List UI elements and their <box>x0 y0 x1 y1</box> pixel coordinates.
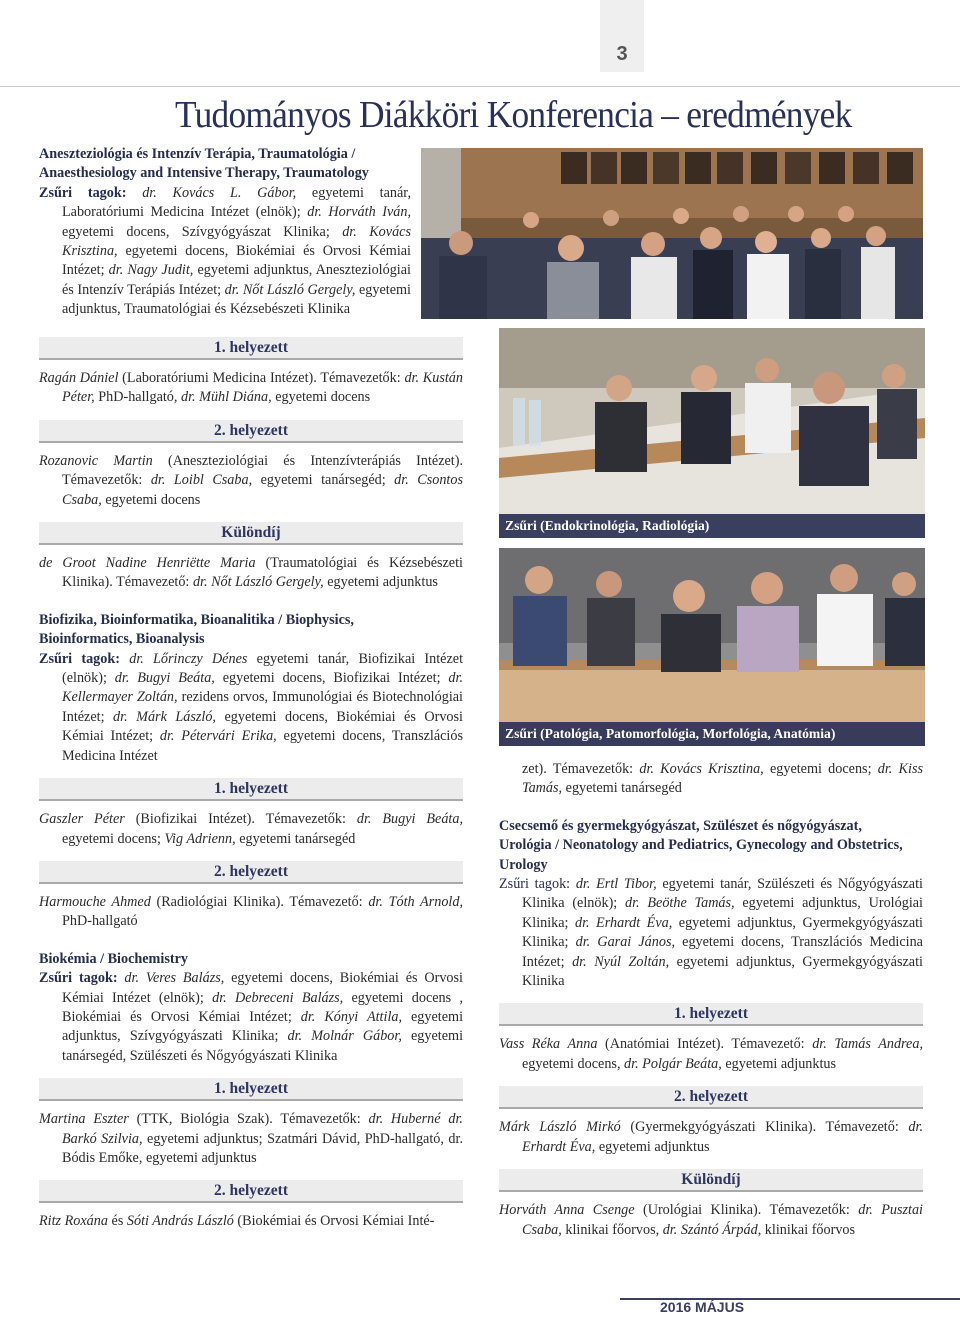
entry-text: egyetemi adjunktus <box>323 574 438 591</box>
award-entry <box>39 810 463 849</box>
supervisor-name: Vig Adrienn, <box>164 830 236 847</box>
place-heading: 1. helyezett <box>39 778 463 801</box>
award-entry <box>39 554 463 593</box>
jury-name: dr. Erhardt Éva, <box>574 914 673 931</box>
student-name: Gaszler Péter <box>39 811 125 828</box>
entry-text: (Gyermekgyógyászati Klinika). Témavezető: <box>620 1119 909 1136</box>
jury-members <box>39 969 463 1066</box>
supervisor-name: dr. Kustán Péter, <box>62 370 463 406</box>
page-title: Tudományos Diákköri Konferencia – eredmények <box>175 94 852 136</box>
entry-text: (Biokémiai és Orvosi Kémiai Inté- <box>233 1213 435 1230</box>
jury-affiliation: egyetemi adjunktus, Szívgyógyászati Klinika; <box>62 1008 464 1045</box>
jury-affiliation: egyetemi docens, Biokémiai és Orvosi Kémiai Intézet; <box>62 708 463 745</box>
entry-text: egyetemi tanársegéd <box>235 830 356 847</box>
student-name: Vass Réka Anna <box>499 1036 598 1053</box>
header-rule <box>0 86 960 87</box>
jury-label: Zsűri tagok: <box>499 876 571 893</box>
supervisor-name: dr. Erhardt Éva, <box>522 1119 924 1155</box>
entry-text: (Laboratóriumi Medicina Intézet). Témavezetők: <box>118 370 405 386</box>
issue-date: 2016 MÁJUS <box>660 1299 745 1315</box>
jury-affiliation: egyetemi adjunktus, Gyermekgyógyászati Klinika <box>522 953 923 990</box>
student-name: Rozanovic Martin <box>39 452 153 469</box>
student-name: Martina Eszter <box>39 1111 129 1128</box>
student-name: Sóti András László <box>126 1213 234 1230</box>
place-heading: Különdíj <box>39 522 463 545</box>
entry-text: egyetemi tanársegéd <box>562 780 682 797</box>
section-title-line1: Csecsemő és gyermekgyógyászat, Szülészet és nőgyógyászat, <box>499 817 862 834</box>
photo-caption: Zsűri (Patológia, Patomorfológia, Morfológia, Anatómia) <box>499 722 925 746</box>
section-title-line1: Aneszteziológia és Intenzív Terápia, Traumatológia / <box>39 146 356 162</box>
jury-affiliation: egyetemi adjunktus, Aneszteziológiai és Intenzív Terápiás Intézet; <box>62 262 411 298</box>
jury-members <box>39 650 463 766</box>
section-anesthesiology <box>39 145 411 320</box>
jury-pathology-photo <box>499 548 925 746</box>
place-heading: Különdíj <box>499 1169 923 1192</box>
entry-text: klinikai főorvos, <box>561 1221 663 1238</box>
entry-text: és <box>107 1213 127 1230</box>
entry-text: (Radiológiai Klinika). Témavezető: <box>150 893 369 910</box>
entry-text: (Anatómiai Intézet). Témavezető: <box>597 1036 813 1053</box>
supervisor-name: dr. Tóth Arnold, <box>368 893 463 910</box>
entry-text: (Biofizikai Intézet). Témavezetők: <box>124 811 357 828</box>
photo-caption: Zsűri (Endokrinológia, Radiológia) <box>499 514 925 538</box>
jury-name: dr. Pétervári Erika, <box>159 728 277 745</box>
jury-affiliation: egyetemi docens, Biofizikai Intézet; <box>214 670 449 687</box>
supervisor-name: dr. Nőt László Gergely, <box>192 574 324 591</box>
spacer <box>39 593 463 611</box>
place-heading: 2. helyezett <box>499 1086 923 1109</box>
award-entry <box>499 1118 923 1157</box>
jury-members <box>39 184 411 320</box>
entry-text: PhD-hallgató <box>62 913 138 930</box>
section-title-line2: Urológia / Neonatology and Pediatrics, Gynecology and Obstetrics, Urology <box>499 837 903 873</box>
supervisor-name: dr. Loibl Csaba, <box>150 472 253 489</box>
jury-name: dr. Nyúl Zoltán, <box>572 953 670 970</box>
jury-affiliation: egyetemi adjunktus, Traumatológiai és Kézsebészeti Klinika <box>62 281 411 318</box>
jury-name: dr. Ertl Tibor, <box>570 876 657 893</box>
jury-name: dr. Debreceni Balázs, <box>212 989 344 1006</box>
entry-text: (Traumatológiai és Kézsebészeti Klinika). Témavezető: <box>62 555 463 591</box>
right-column <box>499 760 923 1240</box>
jury-affiliation: egyetemi docens, Biokémiai és Orvosi Kémiai Intézet (elnök); <box>62 970 463 1006</box>
jury-endocrinology-image <box>499 328 925 538</box>
place-heading: 2. helyezett <box>39 861 463 884</box>
supervisor-name: dr. Kovács Krisztina, <box>639 761 764 777</box>
student-name: Márk László Mirkó <box>499 1119 621 1136</box>
award-entry <box>39 1110 463 1168</box>
jury-name: dr. Kellermayer Zoltán, <box>62 670 463 706</box>
jury-label: Zsűri tagok: <box>39 184 127 201</box>
section-title-line1: Biokémia / Biochemistry <box>39 950 188 967</box>
jury-name: dr. Nőt László Gergely, <box>224 281 356 298</box>
supervisor-name: dr. Kiss Tamás, <box>522 761 923 797</box>
continued-entry <box>499 760 923 799</box>
supervisor-name: dr. Huberné dr. Barkó Szilvia, <box>62 1111 463 1147</box>
place-heading: 1. helyezett <box>499 1003 923 1026</box>
student-name: Ragán Dániel <box>39 370 119 386</box>
award-entry <box>499 1035 923 1074</box>
entry-text: (Aneszteziológiai és Intenzívterápiás Intézet). Témavezetők: <box>62 452 464 489</box>
spacer <box>499 799 923 817</box>
jury-name: dr. Horváth Iván, <box>307 204 411 221</box>
award-entry <box>39 1212 463 1231</box>
page-number: 3 <box>600 0 644 72</box>
entry-text: egyetemi tanársegéd; <box>252 472 395 489</box>
jury-name: dr. Nagy Judit, <box>108 262 194 279</box>
supervisor-name: dr. Polgár Beáta, <box>624 1055 722 1072</box>
place-heading: 1. helyezett <box>39 1078 463 1101</box>
entry-text: egyetemi adjunktus <box>595 1138 710 1155</box>
jury-label: Zsűri tagok: <box>39 970 118 987</box>
jury-affiliation: rezidens orvos, Immunológiai és Biotechnológiai Intézet; <box>62 689 463 725</box>
jury-affiliation: egyetemi tanár, Laboratóriumi Medicina Intézet (elnök); <box>62 184 411 221</box>
place-heading: 1. helyezett <box>39 337 463 360</box>
jury-name: dr. Veres Balázs, <box>117 970 225 987</box>
student-name: Ritz Roxána <box>39 1213 108 1230</box>
award-entry <box>39 452 463 510</box>
jury-affiliation: egyetemi docens, Szívgyógyászat Klinika; <box>62 223 343 240</box>
entry-text: egyetemi adjunktus; Szatmári Dávid, PhD-hallgató, dr. Bódis Emőke, egyetemi adjunktus <box>62 1130 463 1166</box>
entry-text: egyetemi adjunktus <box>721 1055 837 1072</box>
section-title-line2: Bioinformatics, Bioanalysis <box>39 631 205 648</box>
student-name: Harmouche Ahmed <box>39 893 151 910</box>
jury-name: dr. Lőrinczy Dénes <box>119 650 248 667</box>
student-name: de Groot Nadine Henriëtte Maria <box>39 555 256 572</box>
jury-name: dr. Márk László, <box>113 708 216 725</box>
supervisor-name: dr. Bugyi Beáta, <box>356 811 464 828</box>
jury-label: Zsűri tagok: <box>39 650 120 667</box>
entry-text: (Urológiai Klinika). Témavezetők: <box>634 1202 859 1219</box>
supervisor-name: dr. Szántó Árpád, <box>662 1221 762 1238</box>
entry-text: egyetemi docens <box>101 491 201 508</box>
place-heading: 2. helyezett <box>39 420 463 443</box>
jury-name: dr. Molnár Gábor, <box>287 1028 402 1045</box>
jury-endocrinology-photo <box>499 328 925 538</box>
jury-affiliation: egyetemi tanár, Biofizikai Intézet (elnök); <box>62 650 464 687</box>
student-name: Horváth Anna Csenge <box>499 1202 635 1219</box>
jury-affiliation: egyetemi docens, Transzlációs Medicina Intézet <box>62 728 463 764</box>
jury-affiliation: egyetemi adjunktus, Urológiai Klinika; <box>522 895 923 931</box>
jury-name: dr. Kónyi Attila, <box>300 1008 403 1025</box>
place-heading: 2. helyezett <box>39 1180 463 1203</box>
supervisor-name: dr. Csontos Csaba, <box>62 472 463 508</box>
section-title-line1: Biofizika, Bioinformatika, Bioanalitika / Biophysics, <box>39 611 354 628</box>
entry-text: PhD-hallgató, <box>94 389 181 406</box>
entry-text: egyetemi docens; <box>763 761 878 777</box>
award-entry <box>499 1201 923 1240</box>
supervisor-name: dr. Pusztai Csaba, <box>522 1202 923 1238</box>
section-anesthesiology-results <box>39 325 463 1232</box>
jury-affiliation: egyetemi docens , Biokémiai és Orvosi Kémiai Intézet; <box>62 989 463 1025</box>
jury-affiliation: egyetemi docens, Biokémiai és Orvosi Kémiai Intézet; <box>62 243 411 279</box>
entry-text: klinikai főorvos <box>761 1221 856 1238</box>
supervisor-name: dr. Tamás Andrea, <box>812 1036 923 1053</box>
entry-text: (TTK, Biológia Szak). Témavezetők: <box>128 1111 369 1128</box>
entry-text: egyetemi docens; <box>62 830 165 847</box>
jury-name: dr. Kovács Krisztina, <box>62 223 411 260</box>
jury-pathology-image <box>499 548 925 746</box>
entry-text: egyetemi docens, <box>522 1055 625 1072</box>
audience-photo <box>421 148 923 319</box>
jury-affiliation: egyetemi docens, Transzlációs Medicina Intézet; <box>522 934 923 970</box>
jury-affiliation: egyetemi adjunktus, Gyermekgyógyászati Klinika; <box>522 914 924 951</box>
jury-affiliation: egyetemi tanársegéd, Szülészeti és Nőgyógyászati Klinika <box>62 1028 464 1064</box>
section-title-line2: Anaesthesiology and Intensive Therapy, Traumatology <box>39 165 369 182</box>
jury-name: dr. Garai János, <box>575 934 676 951</box>
entry-text: zet). Témavezetők: <box>522 761 640 777</box>
jury-name: dr. Bugyi Beáta, <box>114 670 215 687</box>
jury-affiliation: egyetemi tanár, Szülészeti és Nőgyógyászati Klinika (elnök); <box>522 876 923 912</box>
spacer <box>39 932 463 950</box>
supervisor-name: dr. Mühl Diána, <box>181 389 272 406</box>
entry-text: egyetemi docens <box>271 389 371 406</box>
jury-name: dr. Kovács L. Gábor, <box>126 184 297 201</box>
jury-name: dr. Beöthe Tamás, <box>625 895 735 912</box>
award-entry <box>39 369 463 408</box>
award-entry <box>39 893 463 932</box>
jury-members <box>499 875 923 991</box>
audience-photo-image <box>421 148 923 319</box>
